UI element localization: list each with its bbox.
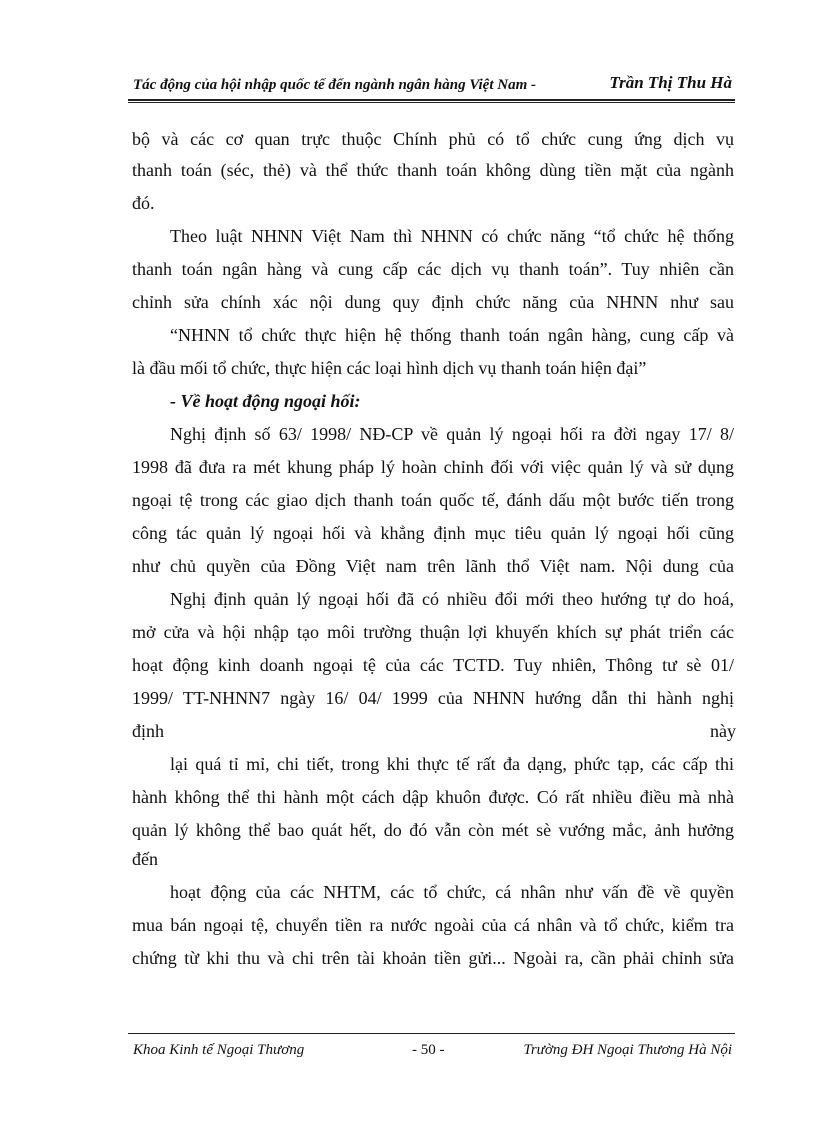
footer-faculty: Khoa Kinh tế Ngoại Thương — [133, 1042, 305, 1058]
footer-university: Trường ĐH Ngoại Thương Hà Nội — [523, 1042, 732, 1058]
running-header-title: Tác động của hội nhập quốc tế đến ngành ngân hàng Việt Nam - — [133, 77, 536, 93]
body-line: chỉnh sửa chính xác nội dung quy định chức năng của NHNN như sau — [132, 292, 734, 312]
page-number: - 50 - — [412, 1042, 445, 1058]
body-line: 1998 đã đưa ra mét khung pháp lý hoàn chỉnh đối với việc quản lý và sử dụng — [132, 457, 734, 477]
body-line: Theo luật NHNN Việt Nam thì NHNN có chức năng “tổ chức hệ thống — [170, 226, 734, 246]
body-line: định — [132, 721, 165, 741]
footer-rule — [128, 1033, 735, 1034]
header-rule — [128, 99, 735, 101]
body-line: ngoại tệ trong các giao dịch thanh toán quốc tế, đánh dấu một bước tiến trong — [132, 490, 734, 510]
body-line: “NHNN tổ chức thực hiện hệ thống thanh toán ngân hàng, cung cấp và — [170, 325, 734, 345]
running-header-author: Trần Thị Thu Hà — [609, 73, 732, 92]
body-line: đến — [132, 849, 158, 869]
body-line: thanh toán ngân hàng và cung cấp các dịch vụ thanh toán”. Tuy nhiên cần — [132, 259, 734, 279]
body-line-end-word: này — [710, 721, 736, 741]
body-line: mua bán ngoại tệ, chuyển tiền ra nước ngoài của cá nhân và tổ chức, kiểm tra — [132, 915, 734, 935]
body-line: hành không thể thi hành một cách dập khuôn được. Có rất nhiều điều mà nhà — [132, 787, 734, 807]
body-line: như chủ quyền của Đồng Việt nam trên lãnh thổ Việt nam. Nội dung của — [132, 556, 734, 576]
body-line: là đầu mối tổ chức, thực hiện các loại hình dịch vụ thanh toán hiện đại” — [132, 358, 647, 378]
body-line: thanh toán (séc, thẻ) và thể thức thanh toán không dùng tiền mặt của ngành — [132, 160, 734, 180]
body-line: hoạt động của các NHTM, các tổ chức, cá nhân như vấn đề về quyền — [170, 882, 734, 902]
body-line: công tác quản lý ngoại hối và khẳng định mục tiêu quản lý ngoại hối cũng — [132, 523, 734, 543]
body-line: Nghị định số 63/ 1998/ NĐ-CP về quản lý ngoại hối ra đời ngay 17/ 8/ — [170, 424, 734, 444]
body-line: hoạt động kinh doanh ngoại tệ của các TCTD. Tuy nhiên, Thông tư sè 01/ — [132, 655, 734, 675]
body-line: chứng từ khi thu và chi trên tài khoản tiền gửi... Ngoài ra, cần phải chỉnh sửa — [132, 948, 734, 968]
body-line: quản lý không thể bao quát hết, do đó vẫn còn mét sè vướng mắc, ảnh hưởng — [132, 820, 734, 840]
section-heading: - Về hoạt động ngoại hối: — [170, 391, 361, 411]
body-line: 1999/ TT-NHNN7 ngày 16/ 04/ 1999 của NHNN hướng dẫn thi hành nghị — [132, 688, 734, 708]
header-rule-thin — [128, 102, 735, 103]
body-line: bộ và các cơ quan trực thuộc Chính phủ có tổ chức cung ứng dịch vụ — [132, 129, 734, 149]
body-line: lại quá tỉ mỉ, chi tiết, trong khi thực tế rất đa dạng, phức tạp, các cấp thi — [170, 754, 734, 774]
body-line: Nghị định quản lý ngoại hối đã có nhiều đổi mới theo hướng tự do hoá, — [170, 589, 734, 609]
body-line: đó. — [132, 193, 155, 213]
body-line: mở cửa và hội nhập tạo môi trường thuận lợi khuyến khích sự phát triển các — [132, 622, 734, 642]
